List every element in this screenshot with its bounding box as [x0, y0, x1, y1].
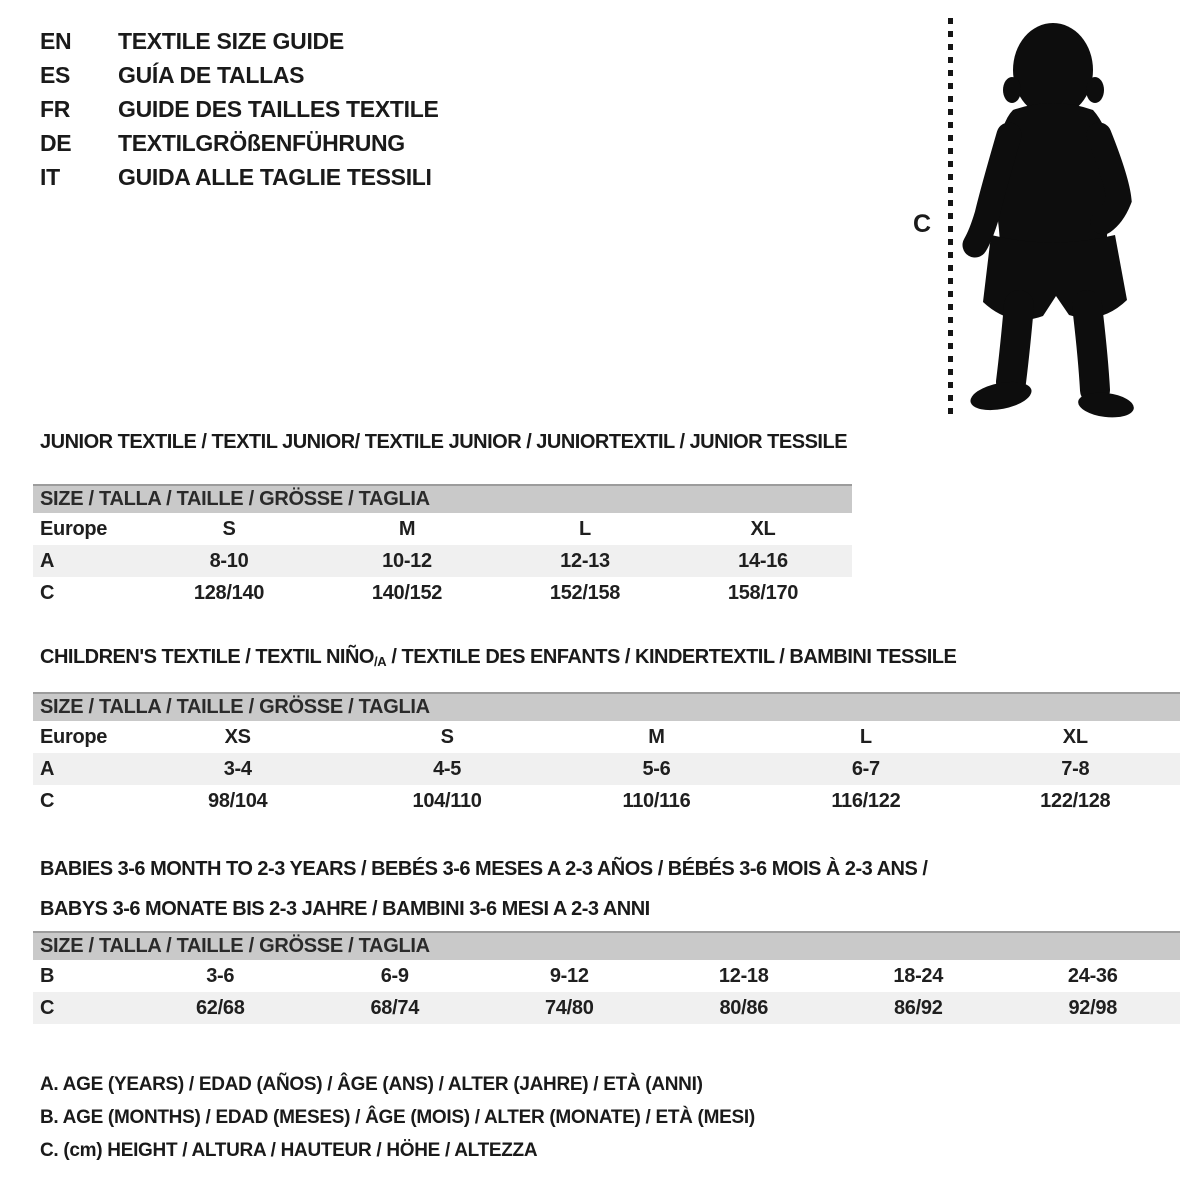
- age-value: 14-16: [674, 545, 852, 577]
- lang-row-es: [40, 58, 439, 92]
- lang-row-en: [40, 24, 439, 58]
- height-dashed-line: [948, 18, 953, 418]
- language-title-list: [40, 24, 439, 194]
- lang-code: EN: [40, 27, 72, 54]
- row-label-c: C: [33, 992, 133, 1024]
- age-value: 3-6: [206, 964, 235, 987]
- age-value: 5-6: [552, 753, 761, 785]
- height-value: 86/92: [831, 992, 1006, 1024]
- size-col-xl: XL: [750, 517, 776, 540]
- height-value: 158/170: [727, 581, 799, 604]
- region-label: Europe: [40, 517, 108, 540]
- size-header-band: [33, 932, 1180, 960]
- age-years-row: [33, 753, 1180, 785]
- age-value: 8-10: [140, 545, 318, 577]
- lang-title: TEXTILGRÖßENFÜHRUNG: [118, 129, 405, 156]
- size-header-band: [33, 485, 852, 513]
- height-value: 104/110: [412, 789, 482, 812]
- age-years-row: [33, 545, 852, 577]
- age-value: 12-13: [496, 545, 674, 577]
- age-value: 4-5: [342, 753, 551, 785]
- lang-row-it: [40, 160, 439, 194]
- legend-note-c: C. (cm) HEIGHT / ALTURA / HAUTEUR / HÖHE / ALTEZZA: [40, 1139, 538, 1161]
- children-title-main: CHILDREN'S TEXTILE / TEXTIL NIÑO: [40, 646, 374, 668]
- height-value: 152/158: [549, 581, 621, 604]
- age-value: 3-4: [133, 753, 342, 785]
- row-label-b: B: [40, 964, 55, 987]
- size-col-l: L: [579, 517, 591, 540]
- lang-title: GUIDE DES TAILLES TEXTILE: [118, 95, 439, 122]
- size-col-m: M: [398, 517, 416, 540]
- size-columns-row: [33, 721, 1180, 753]
- row-label-a: A: [33, 753, 133, 785]
- lang-code: ES: [40, 61, 71, 88]
- region-label: Europe: [40, 725, 108, 748]
- size-header-label: SIZE / TALLA / TAILLE / GRÖSSE / TAGLIA: [33, 932, 1180, 960]
- lang-row-fr: [40, 92, 439, 126]
- height-value: 140/152: [371, 581, 443, 604]
- size-header-band: [33, 693, 1180, 721]
- age-value: 24-36: [1067, 964, 1118, 987]
- row-label-c: C: [40, 581, 55, 604]
- legend-note-a: A. AGE (YEARS) / EDAD (AÑOS) / ÂGE (ANS) / ALTER (JAHRE) / ETÀ (ANNI): [40, 1073, 703, 1095]
- lang-title: GUÍA DE TALLAS: [118, 61, 305, 88]
- children-section-title: [40, 646, 956, 669]
- height-value: 92/98: [1006, 992, 1181, 1024]
- size-col-s: S: [222, 517, 236, 540]
- height-cm-row: [33, 577, 852, 609]
- junior-size-table: [33, 484, 852, 609]
- babies-title-line2: BABYS 3-6 MONATE BIS 2-3 JAHRE / BAMBINI 3-6 MESI A 2-3 ANNI: [40, 898, 650, 920]
- size-col-xl: XL: [1062, 725, 1088, 748]
- height-value: 128/140: [193, 581, 265, 604]
- lang-code: FR: [40, 95, 71, 122]
- lang-title: TEXTILE SIZE GUIDE: [118, 27, 344, 54]
- row-label-a: A: [33, 545, 140, 577]
- legend: [40, 1068, 755, 1167]
- age-value: 6-7: [761, 753, 970, 785]
- height-value: 116/122: [831, 789, 901, 812]
- size-col-s: S: [440, 725, 454, 748]
- height-value: 62/68: [133, 992, 308, 1024]
- age-months-row: [33, 960, 1180, 992]
- size-col-l: L: [859, 725, 872, 748]
- age-value: 10-12: [318, 545, 496, 577]
- lang-code: IT: [40, 163, 60, 190]
- height-value: 122/128: [1040, 789, 1111, 812]
- babies-section-title: [40, 849, 927, 929]
- size-header-label: SIZE / TALLA / TAILLE / GRÖSSE / TAGLIA: [33, 485, 852, 513]
- junior-section-title: JUNIOR TEXTILE / TEXTIL JUNIOR/ TEXTILE JUNIOR / JUNIORTEXTIL / JUNIOR TESSILE: [40, 431, 848, 453]
- babies-title-line1: BABIES 3-6 MONTH TO 2-3 YEARS / BEBÉS 3-6 MESES A 2-3 AÑOS / BÉBÉS 3-6 MOIS À 2-3 ANS /: [40, 858, 928, 880]
- age-value: 7-8: [971, 753, 1180, 785]
- children-title-rest: / TEXTILE DES ENFANTS / KINDERTEXTIL / BAMBINI TESSILE: [386, 646, 957, 668]
- lang-code: DE: [40, 129, 72, 156]
- height-cm-row: [33, 785, 1180, 817]
- age-value: 6-9: [380, 964, 409, 987]
- toddler-silhouette-icon: [961, 20, 1139, 420]
- lang-row-de: [40, 126, 439, 160]
- height-value: 110/116: [622, 789, 691, 812]
- size-header-label: SIZE / TALLA / TAILLE / GRÖSSE / TAGLIA: [33, 693, 1180, 721]
- children-title-sub: /A: [373, 654, 387, 669]
- height-cm-row: [33, 992, 1180, 1024]
- legend-note-b: B. AGE (MONTHS) / EDAD (MESES) / ÂGE (MOIS) / ALTER (MONATE) / ETÀ (MESI): [40, 1106, 755, 1128]
- row-label-c: C: [40, 789, 55, 812]
- age-value: 12-18: [718, 964, 769, 987]
- height-value: 80/86: [657, 992, 832, 1024]
- age-value: 9-12: [549, 964, 589, 987]
- size-col-m: M: [648, 725, 665, 748]
- height-measure-label: C: [913, 210, 931, 238]
- age-value: 18-24: [893, 964, 944, 987]
- height-value: 68/74: [308, 992, 483, 1024]
- height-value: 74/80: [482, 992, 657, 1024]
- height-value: 98/104: [208, 789, 268, 812]
- lang-title: GUIDA ALLE TAGLIE TESSILI: [118, 163, 432, 190]
- size-columns-row: [33, 513, 852, 545]
- babies-size-table: [33, 931, 1180, 1024]
- children-size-table: [33, 692, 1180, 817]
- size-col-xs: XS: [224, 725, 251, 748]
